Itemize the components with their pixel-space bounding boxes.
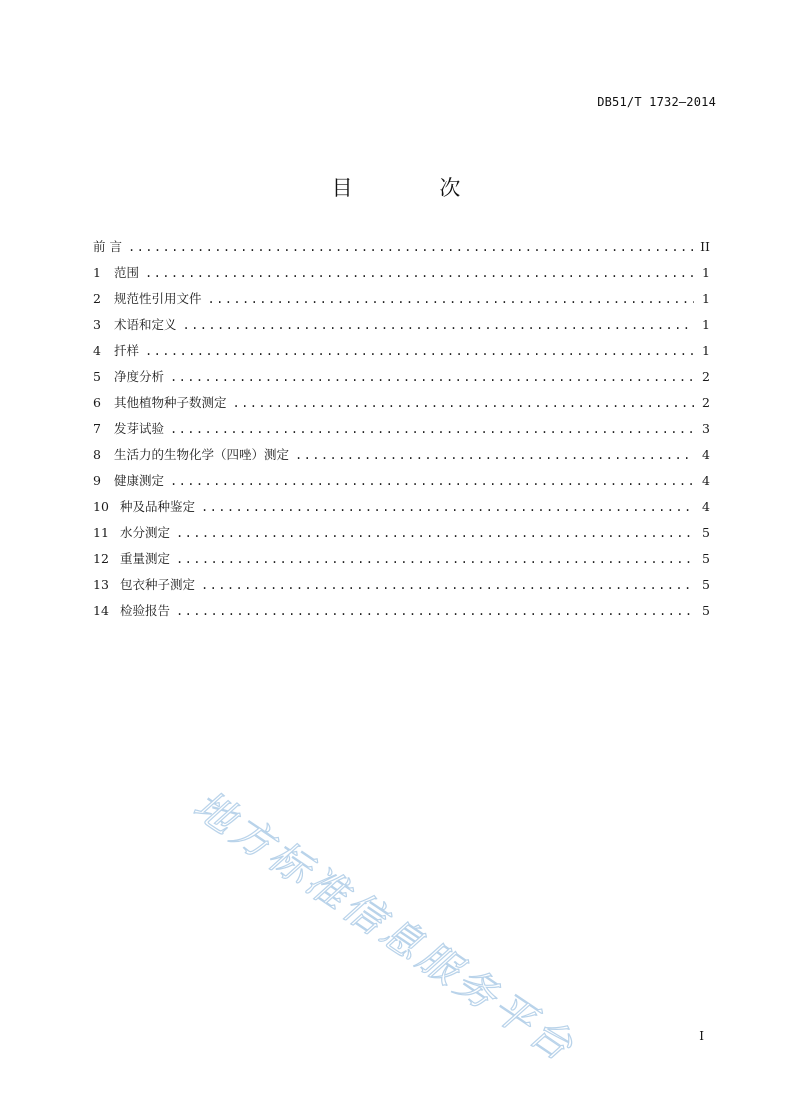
toc-entry-label: 发芽试验 — [114, 421, 165, 436]
toc-leader-dots — [176, 552, 694, 566]
toc-entry-number: 12 — [93, 551, 109, 566]
toc-leader-dots — [201, 500, 694, 514]
toc-entry-number: 4 — [93, 343, 101, 358]
toc-entry-11[interactable] — [93, 523, 710, 549]
toc-leader-dots — [208, 292, 694, 306]
toc-entry-number: 7 — [93, 421, 101, 436]
toc-leader-dots — [233, 396, 694, 410]
toc-entry-13[interactable] — [93, 575, 710, 601]
toc-entry-number: 2 — [93, 291, 101, 306]
toc-entry-page: 4 — [702, 473, 710, 488]
toc-leader-dots — [183, 318, 694, 332]
toc-entry-page: 5 — [702, 577, 710, 592]
toc-entry-5[interactable] — [93, 367, 710, 393]
toc-entry-label: 种及品种鉴定 — [120, 499, 196, 514]
toc-entry-3[interactable] — [93, 315, 710, 341]
document-code: DB51/T 1732—2014 — [597, 95, 716, 109]
toc-entry-label: 扦样 — [114, 343, 140, 358]
toc-entry-page: 5 — [702, 551, 710, 566]
toc-entry-label: 包衣种子测定 — [120, 577, 196, 592]
toc-entry-10[interactable] — [93, 497, 710, 523]
toc-entry-page: 4 — [702, 447, 710, 462]
toc-entry-number: 8 — [93, 447, 101, 462]
toc-leader-dots — [170, 422, 694, 436]
toc-entry-page: 5 — [702, 525, 710, 540]
toc-entry-number: 9 — [93, 473, 101, 488]
toc-entry-12[interactable] — [93, 549, 710, 575]
toc-entry-number: 3 — [93, 317, 101, 332]
toc-leader-dots — [176, 526, 694, 540]
toc-entry-8[interactable] — [93, 445, 710, 471]
toc-entry-number: 前 言 — [93, 239, 122, 254]
toc-leader-dots — [176, 604, 694, 618]
toc-entry-7[interactable] — [93, 419, 710, 445]
toc-leader-dots — [170, 370, 694, 384]
toc-entry-number: 6 — [93, 395, 101, 410]
toc-entry-9[interactable] — [93, 471, 710, 497]
watermark: 地方标准信息服务平台 — [185, 782, 584, 1073]
toc-entry-page: 2 — [702, 369, 710, 384]
toc-entry-page: 3 — [702, 421, 710, 436]
toc-entry-label: 其他植物种子数测定 — [114, 395, 227, 410]
toc-leader-dots — [128, 240, 694, 254]
toc-entry-number: 5 — [93, 369, 101, 384]
toc-entry-label: 术语和定义 — [114, 317, 177, 332]
toc-entry-1[interactable] — [93, 263, 710, 289]
toc-entry-page: 1 — [702, 291, 710, 306]
toc-entry-number: 11 — [93, 525, 109, 540]
toc-entry-number: 1 — [93, 265, 101, 280]
toc-entry-foreword[interactable] — [93, 237, 710, 263]
toc-entry-6[interactable] — [93, 393, 710, 419]
toc-entry-label: 健康测定 — [114, 473, 165, 488]
toc-entry-label: 范围 — [114, 265, 140, 280]
toc-entry-page: 5 — [702, 603, 710, 618]
toc-entry-label: 净度分析 — [114, 369, 165, 384]
toc-entry-page: 1 — [702, 317, 710, 332]
toc-entry-label: 检验报告 — [120, 603, 171, 618]
toc-entry-page: 1 — [702, 265, 710, 280]
toc-leader-dots — [170, 474, 694, 488]
toc-entry-4[interactable] — [93, 341, 710, 367]
toc-entry-page: 4 — [702, 499, 710, 514]
toc-entry-2[interactable] — [93, 289, 710, 315]
toc-entry-label: 重量测定 — [120, 551, 171, 566]
toc-leader-dots — [201, 578, 694, 592]
toc-entry-label: 水分测定 — [120, 525, 171, 540]
toc-entry-label: 生活力的生物化学（四唑）测定 — [114, 447, 290, 462]
toc-entry-page: II — [700, 239, 710, 254]
toc-entry-page: 1 — [702, 343, 710, 358]
toc-entry-page: 2 — [702, 395, 710, 410]
table-of-contents — [93, 237, 710, 627]
toc-leader-dots — [145, 344, 694, 358]
toc-leader-dots — [295, 448, 694, 462]
toc-entry-14[interactable] — [93, 601, 710, 627]
toc-entry-number: 13 — [93, 577, 109, 592]
toc-leader-dots — [145, 266, 694, 280]
toc-entry-label: 规范性引用文件 — [114, 291, 202, 306]
toc-entry-number: 14 — [93, 603, 109, 618]
page-title: 目 次 — [331, 176, 501, 200]
toc-entry-number: 10 — [93, 499, 109, 514]
page-number: I — [699, 1029, 704, 1043]
